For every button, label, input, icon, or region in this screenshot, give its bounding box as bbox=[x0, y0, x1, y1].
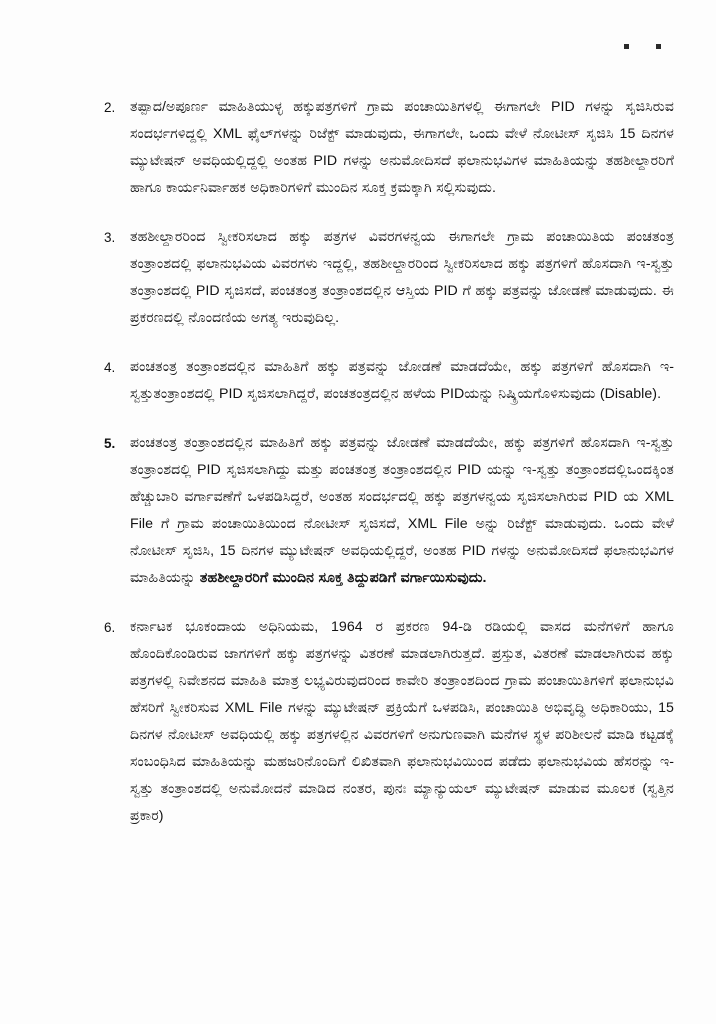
normal-text: ಪಂಚತಂತ್ರ ತಂತ್ರಾಂಶದಲ್ಲಿನ ಮಾಹಿತಿಗೆ ಹಕ್ಕು ಪತ್ರವನ್ನು ಜೋಡಣೆ ಮಾಡದೆಯೇ, ಹಕ್ಕು ಪತ್ರಗಳಿಗೆ ಹೊಸದಾಗಿ ಇ-ಸ್ವತ್ತು ತಂತ್ರಾಂಶದಲ್ಲಿ PID ಸೃಜಿಸಲಾಗಿದ್ದು ಮತ್ತು ಪಂಚತಂತ್ರ ತಂತ್ರಾಂಶದಲ್ಲಿನ PID ಯನ್ನು ಇ-ಸ್ವತ್ತು ತಂತ್ರಾಂಶದಲ್ಲಿಒಂದಕ್ಕಿಂತ ಹೆಚ್ಚುಬಾರಿ ವರ್ಗಾವಣೆಗೆ ಒಳಪಡಿಸಿದ್ದರೆ, ಅಂತಹ ಸಂದರ್ಭದಲ್ಲಿ ಹಕ್ಕು ಪತ್ರಗಳನ್ವಯ ಸೃಜಿಸಲಾಗಿರುವ PID ಯ XML File ಗೆ ಗ್ರಾಮ ಪಂಚಾಯಿತಿಯಿಂದ ನೋಟೀಸ್ ಸೃಜಿಸದೆ, XML File ಅನ್ನು ರಿಜೆಕ್ಟ್ ಮಾಡುವುದು. ಒಂದು ವೇಳೆ ನೋಟೀಸ್ ಸೃಜಿಸಿ, 15 ದಿನಗಳ ಮ್ಯುಟೇಷನ್ ಅವಧಿಯಲ್ಲಿದ್ದರೆ, ಅಂತಹ PID ಗಳನ್ನು ಅನುಮೋದಿಸದೆ ಫಲಾನುಭವಿಗಳ ಮಾಹಿತಿಯನ್ನು bbox=[130, 435, 674, 586]
paragraph-text: ತಹಶೀಲ್ದಾರರಿಂದ ಸ್ವೀಕರಿಸಲಾದ ಹಕ್ಕು ಪತ್ರಗಳ ವಿವರಗಳನ್ವಯ ಈಗಾಗಲೇ ಗ್ರಾಮ ಪಂಚಾಯಿತಿಯ ಪಂಚತಂತ್ರ ತಂತ್ರಾಂಶದಲ್ಲಿ ಫಲಾನುಭವಿಯ ವಿವರಗಳು ಇದ್ದಲ್ಲಿ, ತಹಶೀಲ್ದಾರರಿಂದ ಸ್ವೀಕರಿಸಲಾದ ಹಕ್ಕು ಪತ್ರಗಳಿಗೆ ಹೊಸದಾಗಿ ಇ-ಸ್ವತ್ತು ತಂತ್ರಾಂಶದಲ್ಲಿ PID ಸೃಜಿಸದೆ, ಪಂಚತಂತ್ರ ತಂತ್ರಾಂಶದಲ್ಲಿನ ಆಸ್ತಿಯ PID ಗೆ ಹಕ್ಕು ಪತ್ರವನ್ನು ಜೋಡಣೆ ಮಾಡುವುದು. ಈ ಪ್ರಕರಣದಲ್ಲಿ ನೊಂದಣಿಯ ಅಗತ್ಯ ಇರುವುದಿಲ್ಲ. bbox=[130, 229, 674, 326]
scan-artifact-marks bbox=[618, 40, 688, 54]
paragraph-text bbox=[130, 430, 674, 592]
numbered-paragraph-3 bbox=[104, 224, 674, 332]
paragraph-text: ತಪ್ಪಾದ/ಅಪೂರ್ಣ ಮಾಹಿತಿಯುಳ್ಳ ಹಕ್ಕುಪತ್ರಗಳಿಗೆ ಗ್ರಾಮ ಪಂಚಾಯಿತಿಗಳಲ್ಲಿ ಈಗಾಗಲೇ PID ಗಳನ್ನು ಸೃಜಿಸಿರುವ ಸಂದರ್ಭಗಳಿದ್ದಲ್ಲಿ XML ಫೈಲ್‌ಗಳನ್ನು ರಿಜೆಕ್ಟ್ ಮಾಡುವುದು, ಈಗಾಗಲೇ, ಒಂದು ವೇಳೆ ನೋಟೀಸ್ ಸೃಜಿಸಿ 15 ದಿನಗಳ ಮ್ಯುಟೇಷನ್ ಅವಧಿಯಲ್ಲಿದ್ದಲ್ಲಿ ಅಂತಹ PID ಗಳನ್ನು ಅನುಮೋದಿಸದೆ ಫಲಾನುಭವಿಗಳ ಮಾಹಿತಿಯನ್ನು ತಹಶೀಲ್ದಾರರಿಗೆ ಹಾಗೂ ಕಾರ್ಯನಿರ್ವಾಹಕ ಅಧಿಕಾರಿಗಳಿಗೆ ಮುಂದಿನ ಸೂಕ್ತ ಕ್ರಮಕ್ಕಾಗಿ ಸಲ್ಲಿಸುವುದು. bbox=[130, 99, 674, 196]
list-marker: 6. bbox=[104, 620, 116, 635]
numbered-paragraph-6 bbox=[104, 614, 674, 830]
list-marker: 3. bbox=[104, 230, 116, 245]
scan-dot-icon bbox=[656, 44, 661, 49]
list-marker: 2. bbox=[104, 100, 116, 115]
numbered-paragraph-5 bbox=[104, 430, 674, 592]
scan-dot-icon bbox=[624, 44, 629, 49]
document-body bbox=[104, 94, 674, 830]
numbered-paragraph-2 bbox=[104, 94, 674, 202]
paragraph-text: ಪಂಚತಂತ್ರ ತಂತ್ರಾಂಶದಲ್ಲಿನ ಮಾಹಿತಿಗೆ ಹಕ್ಕು ಪತ್ರವನ್ನು ಜೋಡಣೆ ಮಾಡದೆಯೇ, ಹಕ್ಕು ಪತ್ರಗಳಿಗೆ ಹೊಸದಾಗಿ ಇ-ಸ್ವತ್ತುತಂತ್ರಾಂಶದಲ್ಲಿ PID ಸೃಜಿಸಲಾಗಿದ್ದರೆ, ಪಂಚತಂತ್ರದಲ್ಲಿನ ಹಳೆಯ PIDಯನ್ನು ನಿಷ್ಕ್ರಿಯಗೊಳಿಸುವುದು (Disable). bbox=[130, 359, 674, 402]
numbered-paragraph-4 bbox=[104, 354, 674, 408]
emphasis-text: ತಹಶೀಲ್ದಾರರಿಗೆ ಮುಂದಿನ ಸೂಕ್ತ ತಿದ್ದುಪಡಿಗೆ ವರ್ಗಾಯಿಸುವುದು. bbox=[199, 570, 487, 586]
list-marker: 5. bbox=[104, 436, 116, 451]
paragraph-text: ಕರ್ನಾಟಕ ಭೂಕಂದಾಯ ಅಧಿನಿಯಮ, 1964 ರ ಪ್ರಕರಣ 94-ಡಿ ರಡಿಯಲ್ಲಿ ವಾಸದ ಮನೆಗಳಿಗೆ ಹಾಗೂ ಹೊಂದಿಕೊಂಡಿರುವ ಜಾಗಗಳಿಗೆ ಹಕ್ಕು ಪತ್ರಗಳನ್ನು ವಿತರಣೆ ಮಾಡಲಾಗಿರುತ್ತದೆ. ಪ್ರಸ್ತುತ, ವಿತರಣೆ ಮಾಡಲಾಗಿರುವ ಹಕ್ಕು ಪತ್ರಗಳಲ್ಲಿ ನಿವೇಶನದ ಮಾಹಿತಿ ಮಾತ್ರ ಲಭ್ಯವಿರುವುದರಿಂದ ಕಾವೇರಿ ತಂತ್ರಾಂಶದಿಂದ ಗ್ರಾಮ ಪಂಚಾಯಿತಿಗಳಿಗೆ ಫಲಾನುಭವಿ ಹೆಸರಿಗೆ ಸ್ವೀಕರಿಸುವ XML File ಗಳನ್ನು ಮ್ಯುಟೇಷನ್ ಪ್ರಕ್ರಿಯೆಗೆ ಒಳಪಡಿಸಿ, ಪಂಚಾಯಿತಿ ಅಭಿವೃದ್ಧಿ ಅಧಿಕಾರಿಯು, 15 ದಿನಗಳ ನೋಟೀಸ್ ಅವಧಿಯಲ್ಲಿ ಹಕ್ಕು ಪತ್ರಗಳಲ್ಲಿನ ವಿವರಗಳಿಗೆ ಅನುಗುಣವಾಗಿ ಮನೆಗಳ ಸ್ಥಳ ಪರಿಶೀಲನೆ ಮಾಡಿ ಕಟ್ಟಡಕ್ಕೆ ಸಂಬಂಧಿಸಿದ ಮಾಹಿತಿಯನ್ನು ಮಹಜರಿನೊಂದಿಗೆ ಲಿಖಿತವಾಗಿ ಫಲಾನುಭವಿಯಿಂದ ಪಡೆದು ಫಲಾನುಭವಿಯ ಹೆಸರನ್ನು ಇ-ಸ್ವತ್ತು ತಂತ್ರಾಂಶದಲ್ಲಿ ಅನುಮೋದನೆ ಮಾಡಿದ ನಂತರ, ಪುನಃ ಮ್ಯಾನ್ಯುಯಲ್ ಮ್ಯುಟೇಷನ್ ಮಾಡುವ ಮೂಲಕ (ಸ್ವತ್ತಿನ ಪ್ರಕಾರ) bbox=[130, 619, 674, 824]
list-marker: 4. bbox=[104, 360, 116, 375]
